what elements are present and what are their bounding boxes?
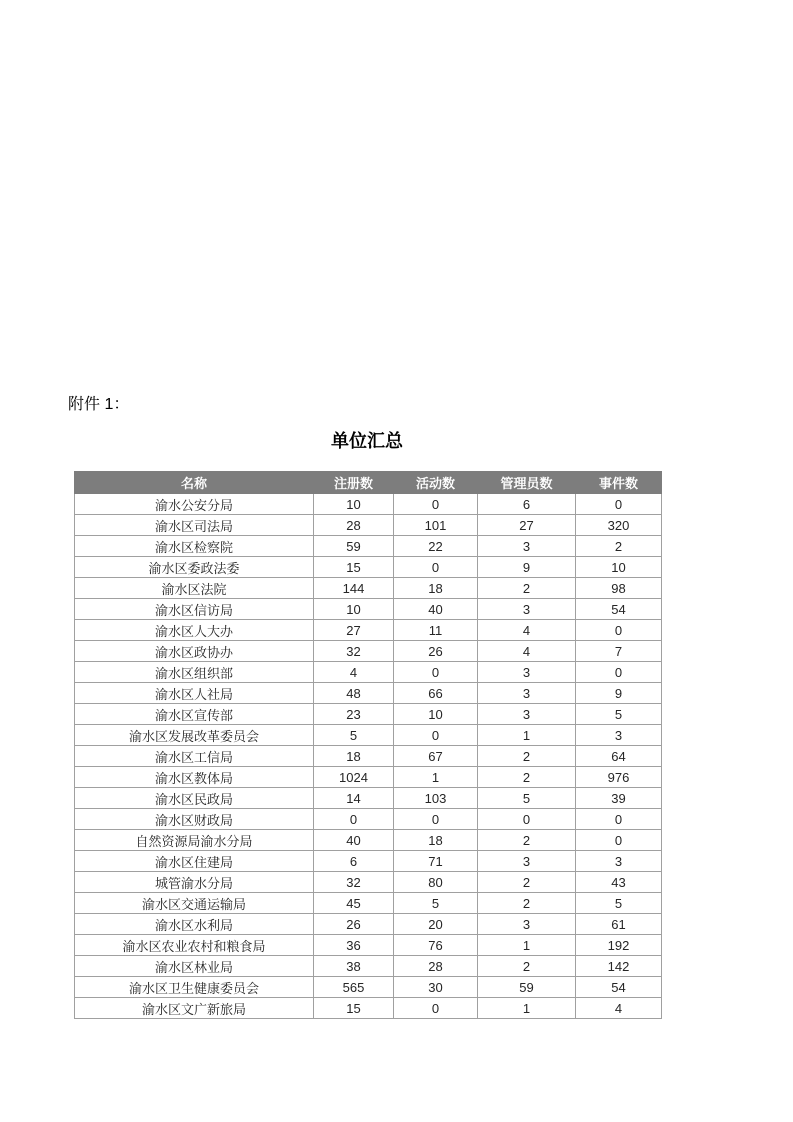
value-cell: 0 [394,557,478,578]
value-cell: 101 [394,515,478,536]
unit-name-cell: 渝水区司法局 [75,515,314,536]
value-cell: 38 [314,956,394,977]
value-cell: 2 [478,578,576,599]
unit-summary-table [74,471,662,1019]
value-cell: 80 [394,872,478,893]
value-cell: 4 [478,620,576,641]
value-cell: 103 [394,788,478,809]
value-cell: 6 [314,851,394,872]
value-cell: 3 [478,536,576,557]
value-cell: 67 [394,746,478,767]
value-cell: 71 [394,851,478,872]
table-row [75,620,662,641]
value-cell: 565 [314,977,394,998]
value-cell: 5 [478,788,576,809]
table-row [75,725,662,746]
unit-name-cell: 渝水区人社局 [75,683,314,704]
table-row [75,704,662,725]
unit-name-cell: 渝水区委政法委 [75,557,314,578]
value-cell: 64 [576,746,662,767]
value-cell: 32 [314,641,394,662]
value-cell: 54 [576,599,662,620]
value-cell: 9 [576,683,662,704]
value-cell: 2 [576,536,662,557]
value-cell: 15 [314,557,394,578]
value-cell: 10 [576,557,662,578]
unit-name-cell: 渝水区发展改革委员会 [75,725,314,746]
unit-name-cell: 渝水区农业农村和粮食局 [75,935,314,956]
table-row [75,578,662,599]
value-cell: 4 [576,998,662,1019]
table-row [75,935,662,956]
value-cell: 0 [394,662,478,683]
value-cell: 7 [576,641,662,662]
value-cell: 2 [478,830,576,851]
value-cell: 2 [478,767,576,788]
value-cell: 59 [314,536,394,557]
value-cell: 0 [576,830,662,851]
value-cell: 3 [478,662,576,683]
value-cell: 0 [576,809,662,830]
value-cell: 45 [314,893,394,914]
table-row [75,851,662,872]
value-cell: 192 [576,935,662,956]
unit-name-cell: 渝水区文广新旅局 [75,998,314,1019]
column-header-activity-count: 活动数 [394,472,478,494]
value-cell: 2 [478,872,576,893]
value-cell: 2 [478,746,576,767]
unit-name-cell: 渝水区检察院 [75,536,314,557]
value-cell: 26 [394,641,478,662]
value-cell: 3 [478,851,576,872]
value-cell: 144 [314,578,394,599]
value-cell: 320 [576,515,662,536]
value-cell: 14 [314,788,394,809]
value-cell: 76 [394,935,478,956]
unit-name-cell: 渝水区工信局 [75,746,314,767]
value-cell: 5 [394,893,478,914]
value-cell: 22 [394,536,478,557]
unit-name-cell: 渝水区水利局 [75,914,314,935]
value-cell: 10 [314,599,394,620]
table-row [75,494,662,515]
value-cell: 0 [394,998,478,1019]
value-cell: 11 [394,620,478,641]
table-row [75,809,662,830]
value-cell: 28 [394,956,478,977]
value-cell: 2 [478,893,576,914]
value-cell: 5 [576,893,662,914]
value-cell: 0 [314,809,394,830]
value-cell: 1 [478,725,576,746]
value-cell: 3 [576,851,662,872]
value-cell: 976 [576,767,662,788]
value-cell: 142 [576,956,662,977]
value-cell: 40 [394,599,478,620]
table-header-row [75,472,662,494]
value-cell: 3 [478,599,576,620]
value-cell: 0 [394,725,478,746]
table-row [75,872,662,893]
value-cell: 6 [478,494,576,515]
column-header-admin-count: 管理员数 [478,472,576,494]
table-body [75,494,662,1019]
table-row [75,998,662,1019]
unit-name-cell: 渝水区林业局 [75,956,314,977]
value-cell: 40 [314,830,394,851]
table-row [75,641,662,662]
value-cell: 20 [394,914,478,935]
value-cell: 4 [478,641,576,662]
value-cell: 0 [394,809,478,830]
value-cell: 5 [576,704,662,725]
column-header-registered-count: 注册数 [314,472,394,494]
value-cell: 61 [576,914,662,935]
value-cell: 27 [314,620,394,641]
table-row [75,830,662,851]
value-cell: 48 [314,683,394,704]
table-row [75,536,662,557]
column-header-name: 名称 [75,472,314,494]
unit-name-cell: 渝水区民政局 [75,788,314,809]
attachment-label: 附件 1： [68,396,130,413]
unit-name-cell: 渝水区财政局 [75,809,314,830]
unit-name-cell: 渝水区人大办 [75,620,314,641]
value-cell: 36 [314,935,394,956]
value-cell: 59 [478,977,576,998]
value-cell: 1 [394,767,478,788]
unit-name-cell: 渝水区法院 [75,578,314,599]
table-row [75,893,662,914]
table-row [75,683,662,704]
table-row [75,914,662,935]
value-cell: 10 [394,704,478,725]
table-row [75,662,662,683]
value-cell: 18 [394,830,478,851]
unit-name-cell: 自然资源局渝水分局 [75,830,314,851]
value-cell: 66 [394,683,478,704]
unit-name-cell: 渝水区组织部 [75,662,314,683]
value-cell: 1 [478,935,576,956]
value-cell: 0 [576,662,662,683]
value-cell: 98 [576,578,662,599]
value-cell: 3 [478,683,576,704]
unit-name-cell: 渝水区住建局 [75,851,314,872]
value-cell: 0 [478,809,576,830]
table-row [75,977,662,998]
value-cell: 4 [314,662,394,683]
table-row [75,767,662,788]
value-cell: 18 [314,746,394,767]
value-cell: 3 [576,725,662,746]
value-cell: 27 [478,515,576,536]
value-cell: 10 [314,494,394,515]
value-cell: 3 [478,704,576,725]
value-cell: 3 [478,914,576,935]
table-title: 单位汇总 [331,431,403,451]
value-cell: 0 [576,494,662,515]
value-cell: 32 [314,872,394,893]
value-cell: 30 [394,977,478,998]
unit-name-cell: 渝水区政协办 [75,641,314,662]
value-cell: 26 [314,914,394,935]
value-cell: 18 [394,578,478,599]
table-row [75,515,662,536]
table-row [75,788,662,809]
value-cell: 0 [394,494,478,515]
value-cell: 23 [314,704,394,725]
value-cell: 54 [576,977,662,998]
unit-name-cell: 渝水区卫生健康委员会 [75,977,314,998]
value-cell: 1024 [314,767,394,788]
table-row [75,557,662,578]
unit-name-cell: 渝水公安分局 [75,494,314,515]
value-cell: 9 [478,557,576,578]
unit-name-cell: 渝水区信访局 [75,599,314,620]
value-cell: 2 [478,956,576,977]
value-cell: 1 [478,998,576,1019]
table-row [75,956,662,977]
value-cell: 39 [576,788,662,809]
value-cell: 28 [314,515,394,536]
value-cell: 5 [314,725,394,746]
unit-name-cell: 渝水区宣传部 [75,704,314,725]
unit-name-cell: 城管渝水分局 [75,872,314,893]
value-cell: 43 [576,872,662,893]
unit-name-cell: 渝水区教体局 [75,767,314,788]
table-row [75,599,662,620]
value-cell: 15 [314,998,394,1019]
table-row [75,746,662,767]
unit-name-cell: 渝水区交通运输局 [75,893,314,914]
value-cell: 0 [576,620,662,641]
column-header-event-count: 事件数 [576,472,662,494]
